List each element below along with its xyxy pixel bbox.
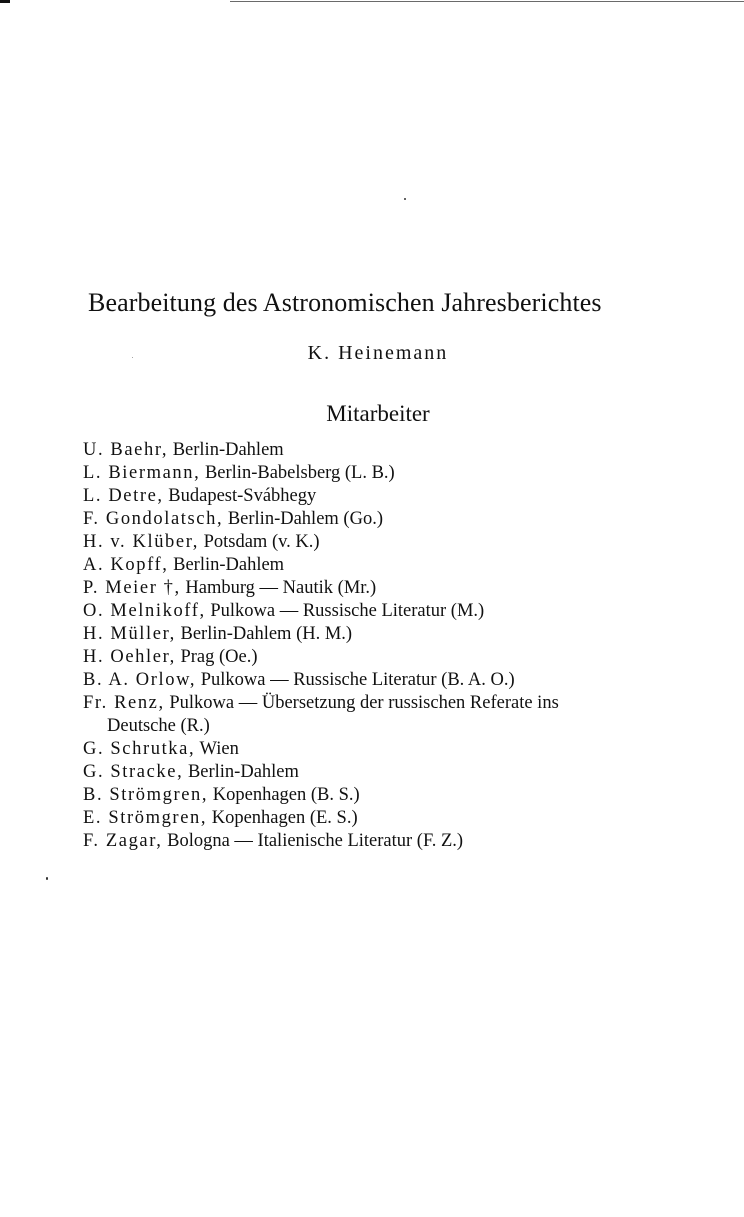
list-item xyxy=(83,830,693,853)
contributor-detail: Berlin-Dahlem (Go.) xyxy=(227,509,383,529)
scan-top-rule xyxy=(230,1,744,2)
contributor-detail: Wien xyxy=(199,739,239,759)
list-item xyxy=(83,554,693,577)
list-item xyxy=(83,692,693,738)
contributor-detail: Berlin-Dahlem (H. M.) xyxy=(180,624,353,644)
contributor-name: U. Baehr, xyxy=(83,440,169,460)
contributor-detail: Prag (Oe.) xyxy=(180,647,258,667)
contributor-name: O. Melnikoff, xyxy=(83,601,206,621)
list-item xyxy=(83,508,693,531)
contributor-name: B. A. Orlow, xyxy=(83,670,197,690)
contributor-name: L. Biermann, xyxy=(83,463,201,483)
scan-speck xyxy=(46,877,48,880)
list-item xyxy=(83,462,693,485)
contributor-name: A. Kopff, xyxy=(83,555,169,575)
list-item xyxy=(83,577,693,600)
list-item xyxy=(83,784,693,807)
contributor-name: F. Zagar, xyxy=(83,831,163,851)
contributor-detail: Potsdam (v. K.) xyxy=(203,532,320,552)
contributor-detail: Berlin-Dahlem xyxy=(172,440,284,460)
list-item xyxy=(83,738,693,761)
contributor-name: P. Meier †, xyxy=(83,578,181,598)
contributor-list xyxy=(83,439,693,853)
contributor-detail: Bologna — Italienische Literatur (F. Z.) xyxy=(167,831,464,851)
contributor-detail: Hamburg — Nautik (Mr.) xyxy=(185,578,377,598)
contributor-name: Fr. Renz, xyxy=(83,693,165,713)
contributor-detail: Pulkowa — Russische Literatur (B. A. O.) xyxy=(200,670,515,690)
list-item xyxy=(83,439,693,462)
scan-speck xyxy=(404,198,406,200)
contributor-detail: Kopenhagen (E. S.) xyxy=(211,808,358,828)
list-item xyxy=(83,623,693,646)
list-item xyxy=(83,531,693,554)
contributor-detail: Pulkowa — Übersetzung der russischen Referate ins xyxy=(169,693,559,713)
contributor-detail: Budapest-Svábhegy xyxy=(168,486,317,506)
contributor-name: H. Müller, xyxy=(83,624,176,644)
contributor-name: B. Strömgren, xyxy=(83,785,209,805)
contributor-detail: Berlin-Dahlem xyxy=(187,762,299,782)
contributor-detail: Berlin-Babelsberg (L. B.) xyxy=(204,463,395,483)
scan-corner-mark xyxy=(0,0,10,3)
section-heading: Mitarbeiter xyxy=(326,401,430,426)
list-item xyxy=(83,669,693,692)
contributor-detail: Pulkowa — Russische Literatur (M.) xyxy=(210,601,485,621)
page-title: Bearbeitung des Astronomischen Jahresberichtes xyxy=(88,288,602,317)
editor-name: K. Heinemann xyxy=(307,342,449,364)
contributor-name: G. Stracke, xyxy=(83,762,184,782)
contributor-name: H. Oehler, xyxy=(83,647,176,667)
list-item xyxy=(83,600,693,623)
contributor-detail-continuation: Deutsche (R.) xyxy=(107,716,210,736)
list-item xyxy=(83,646,693,669)
list-item xyxy=(83,807,693,830)
contributor-name: F. Gondolatsch, xyxy=(83,509,224,529)
list-item xyxy=(83,761,693,784)
contributor-detail: Kopenhagen (B. S.) xyxy=(212,785,360,805)
contributor-name: E. Strömgren, xyxy=(83,808,208,828)
list-item xyxy=(83,485,693,508)
contributor-name: L. Detre, xyxy=(83,486,164,506)
contributor-first-line xyxy=(83,692,689,715)
contributor-name: G. Schrutka, xyxy=(83,739,196,759)
contributor-name: H. v. Klüber, xyxy=(83,532,199,552)
contributor-detail: Berlin-Dahlem xyxy=(173,555,285,575)
